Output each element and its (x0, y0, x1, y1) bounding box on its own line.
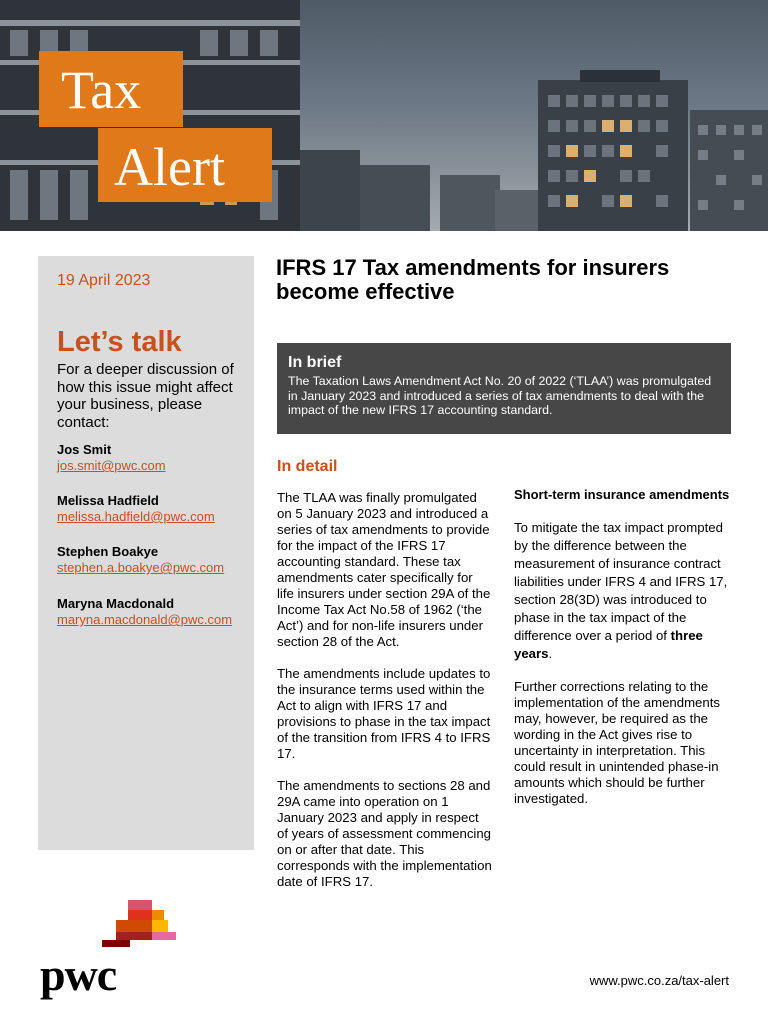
detail-paragraph: To mitigate the tax impact prompted by the difference between the measurement of insurance contract liabilities under IFRS 4 and IFRS 17, section 28(3D) was introduced to phase in the tax impact of the difference over a period of three years. (514, 520, 728, 661)
detail-paragraph: The TLAA was finally promulgated on 5 January 2023 and introduced a series of tax amendments to provide for the impact of the IFRS 17 accounting standard. These tax amendments cater specifically for life insurers under section 29A of the Income Tax Act No.58 of 1962 (‘the Act’) and for non-life insurers under section 28 of the Act. (277, 490, 491, 649)
detail-column-right (514, 487, 734, 807)
publication-date: 19 April 2023 (57, 272, 151, 289)
pwc-wordmark: pwc (40, 949, 117, 1000)
contact-entry (57, 544, 257, 576)
emphasis-three-years: three years (514, 628, 703, 661)
article-headline: IFRS 17 Tax amendments for insurers become effective (276, 255, 670, 304)
sidebar-heading: Let’s talk (57, 326, 182, 358)
detail-paragraph: Further corrections relating to the implementation of the amendments may, however, be required as the wording in the Act gives rise to uncertainty in interpretation. This could result in unintended phase-in amounts which should be further investigated. (514, 679, 720, 806)
contact-name: Maryna Macdonald (57, 596, 175, 611)
contact-name: Melissa Hadfield (57, 493, 159, 508)
contact-entry (57, 493, 257, 525)
in-detail-heading: In detail (277, 458, 338, 475)
hero-image (0, 0, 768, 231)
footer-url-link[interactable]: www.pwc.co.za/tax-alert (589, 973, 729, 988)
in-brief-title: In brief (288, 354, 342, 371)
contact-entry (57, 596, 257, 628)
tax-alert-tag-top (39, 51, 183, 127)
contact-email-link[interactable]: jos.smit@pwc.com (57, 458, 166, 473)
contact-name: Stephen Boakye (57, 544, 159, 559)
in-brief-box (277, 343, 731, 434)
tax-alert-tag-bottom (98, 128, 272, 202)
tag-word-alert: Alert (114, 137, 225, 197)
contact-entry (57, 442, 257, 474)
contact-sidebar (38, 256, 254, 850)
tag-word-tax: Tax (61, 60, 142, 120)
contact-email-link[interactable]: maryna.macdonald@pwc.com (57, 612, 233, 627)
contact-email-link[interactable]: stephen.a.boakye@pwc.com (57, 560, 225, 575)
contact-name: Jos Smit (57, 442, 112, 457)
sidebar-intro: For a deeper discussion of how this issue might affect your business, please contact: (57, 361, 234, 431)
contact-email-link[interactable]: melissa.hadfield@pwc.com (57, 509, 215, 524)
detail-column-left (277, 490, 493, 890)
pwc-logo (40, 900, 180, 1000)
short-term-insurance-heading: Short-term insurance amendments (514, 487, 730, 502)
detail-paragraph: The amendments include updates to the insurance terms used within the Act to align with IFRS 17 and provisions to phase in the tax impact of the transition from IFRS 4 to IFRS 17. (277, 666, 491, 761)
detail-paragraph: The amendments to sections 28 and 29A came into operation on 1 January 2023 and apply in respect of years of assessment commencing on or after that date. This corresponds with the implementation date of IFRS 17. (277, 778, 492, 889)
in-brief-text: The Taxation Laws Amendment Act No. 20 of 2022 (‘TLAA’) was promulgated in January 2023 and introduced a series of tax amendments to deal with the impact of the new IFRS 17 accounting standard. (288, 374, 712, 417)
